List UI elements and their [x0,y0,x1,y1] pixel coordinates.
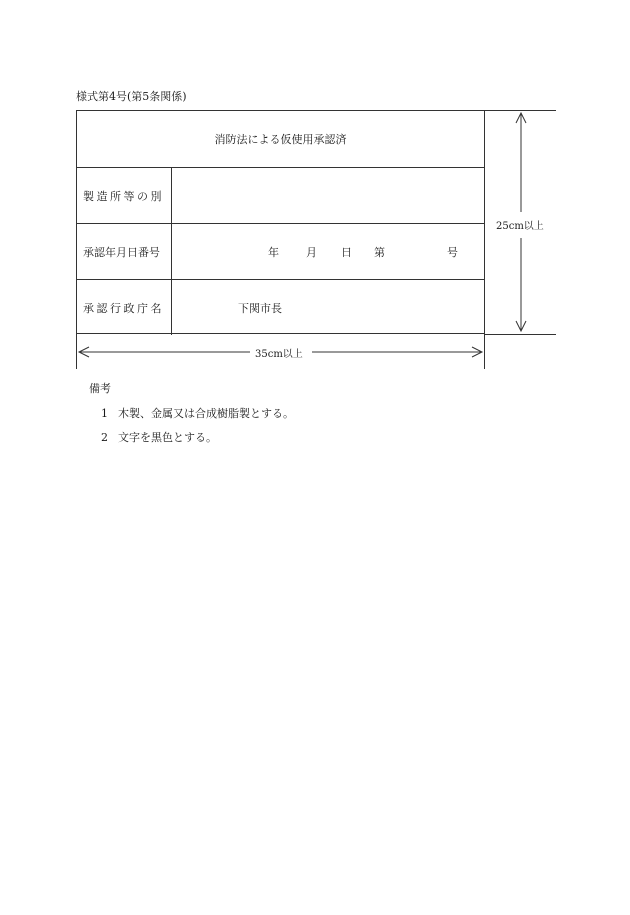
note-item [101,429,217,445]
note-number: 2 [101,431,108,444]
note-number: 1 [101,407,108,420]
dai-prefix: 第 [374,245,385,259]
form-title: 様式第4号(第5条関係) [76,90,187,103]
note-text: 文字を黒色とする。 [118,431,217,444]
facility-type-label: 製造所等の別 [77,168,172,223]
authority-name: 下関市長 [238,301,282,315]
width-dimension-label: 35cm以上 [255,345,303,360]
day-suffix: 日 [341,245,352,259]
approval-date-number-label: 承認年月日番号 [77,224,172,279]
year-suffix: 年 [268,245,279,259]
go-suffix: 号 [447,245,458,259]
height-dimension-label: 25cm以上 [496,217,544,232]
sign-header-text: 消防法による仮使用承認済 [214,133,347,146]
note-text: 木製、金属又は合成樹脂製とする。 [118,407,294,420]
month-suffix: 月 [306,245,317,259]
note-item [101,405,294,421]
approving-authority-label: 承認行政庁名 [77,280,172,335]
notes-heading: 備考 [89,382,111,395]
